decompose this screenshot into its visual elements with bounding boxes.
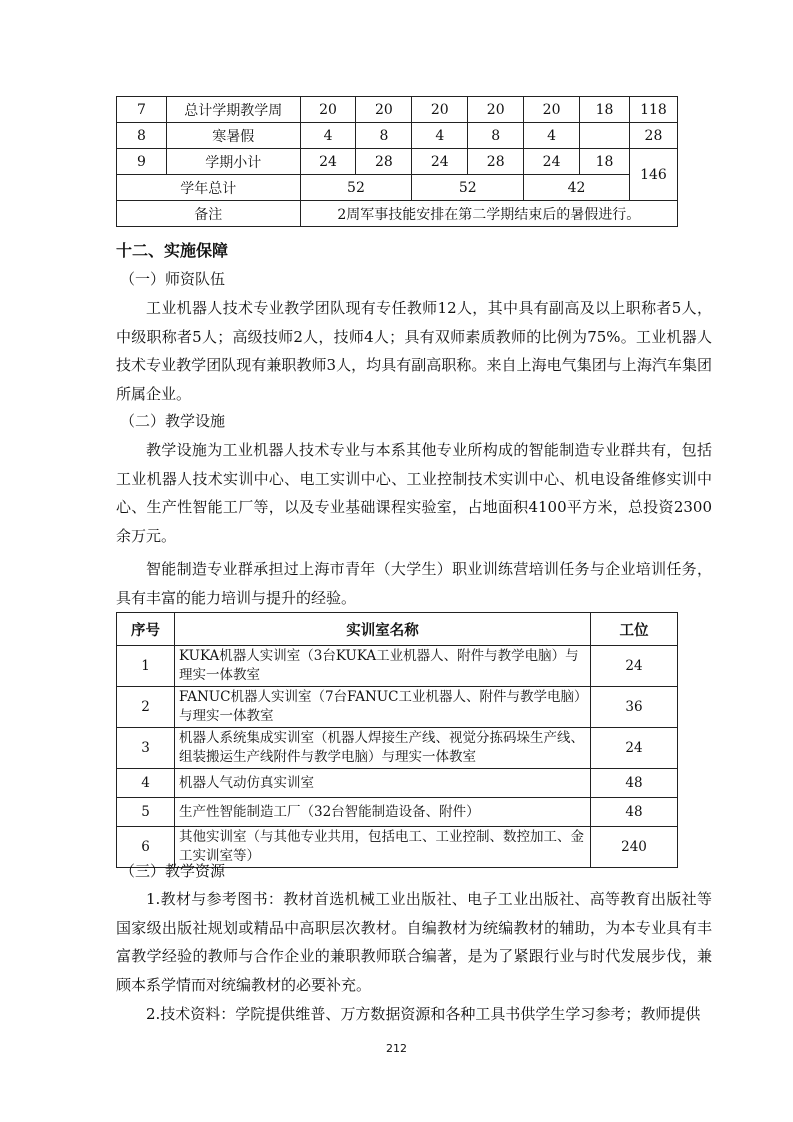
seat-count: 24 — [591, 646, 678, 687]
cell: 24 — [300, 149, 356, 175]
table-row — [117, 769, 678, 798]
room-name: 其他实训室（与其他专业共用，包括电工、工业控制、数控加工、金工实训室等） — [175, 827, 591, 868]
room-name: 机器人气动仿真实训室 — [175, 769, 591, 798]
cell: 28 — [356, 149, 412, 175]
subsection-title: （二）教学设施 — [120, 412, 226, 430]
seat-count: 48 — [591, 769, 678, 798]
table-row — [117, 97, 678, 123]
row-number: 3 — [117, 728, 175, 769]
note-label: 备注 — [117, 201, 301, 227]
row-label: 学期小计 — [166, 149, 300, 175]
table-row — [117, 123, 678, 149]
cell: 18 — [580, 149, 630, 175]
cell: 24 — [524, 149, 580, 175]
paragraph: 2.技术资料：学院提供维普、万方数据资源和各种工具书供学生学习参考；教师提供 — [146, 1005, 701, 1023]
table-row — [117, 728, 678, 769]
table-row — [117, 175, 678, 201]
year-total-label: 学年总计 — [117, 175, 301, 201]
seat-count: 48 — [591, 798, 678, 827]
section-title: 十二、实施保障 — [116, 241, 229, 260]
training-room-table — [116, 612, 678, 868]
cell: 20 — [300, 97, 356, 123]
room-name: 生产性智能制造工厂（32台智能制造设备、附件） — [175, 798, 591, 827]
row-label: 寒暑假 — [166, 123, 300, 149]
cell: 4 — [412, 123, 468, 149]
column-header: 实训室名称 — [175, 613, 591, 646]
page-number: 212 — [386, 1042, 407, 1055]
row-total: 28 — [629, 123, 677, 149]
cell: 24 — [412, 149, 468, 175]
schedule-table — [116, 96, 678, 227]
cell: 20 — [468, 97, 524, 123]
room-name: 机器人系统集成实训室（机器人焊接生产线、视觉分拣码垛生产线、组装搬运生产线附件与教学电脑）与理实一体教室 — [175, 728, 591, 769]
cell: 28 — [468, 149, 524, 175]
paragraph: 智能制造专业群承担过上海市青年（大学生）职业训练营培训任务与企业培训任务，具有丰富的能力培训与提升的经验。 — [116, 560, 712, 607]
room-name: KUKA机器人实训室（3台KUKA工业机器人、附件与教学电脑）与理实一体教室 — [175, 646, 591, 687]
cell: 8 — [356, 123, 412, 149]
subsection-title: （一）师资队伍 — [120, 270, 226, 288]
row-number: 7 — [117, 97, 167, 123]
cell: 8 — [468, 123, 524, 149]
paragraph: 1.教材与参考图书：教材首选机械工业出版社、电子工业出版社、高等教育出版社等国家级出版社规划或精品中高职层次教材。自编教材为统编教材的辅助，为本专业具有丰富教学经验的教师与合作企业的兼职教师联合编著，是为了紧跟行业与时代发展步伐，兼顾本系学情而对统编教材的必要补充。 — [116, 890, 712, 994]
row-number: 4 — [117, 769, 175, 798]
seat-count: 240 — [591, 827, 678, 868]
cell — [580, 123, 630, 149]
table-row — [117, 687, 678, 728]
paragraph: 教学设施为工业机器人技术专业与本系其他专业所构成的智能制造专业群共有，包括工业机器人技术实训中心、电工实训中心、工业控制技术实训中心、机电设备维修实训中心、生产性智能工厂等，以及专业基础课程实验室，占地面积4100平方米，总投资2300余万元。 — [116, 441, 712, 545]
table-row — [117, 201, 678, 227]
row-total: 118 — [629, 97, 677, 123]
row-number: 6 — [117, 827, 175, 868]
row-number: 2 — [117, 687, 175, 728]
row-number: 9 — [117, 149, 167, 175]
paragraph: 工业机器人技术专业教学团队现有专任教师12人，其中具有副高及以上职称者5人，中级职称者5人；高级技师2人，技师4人；具有双师素质教师的比例为75%。工业机器人技术专业教学团队现有兼职教师3人，均具有副高职称。来自上海电气集团与上海汽车集团所属企业。 — [116, 299, 712, 403]
seat-count: 36 — [591, 687, 678, 728]
cell: 52 — [300, 175, 412, 201]
column-header: 工位 — [591, 613, 678, 646]
table-row — [117, 149, 678, 175]
room-name: FANUC机器人实训室（7台FANUC工业机器人、附件与教学电脑）与理实一体教室 — [175, 687, 591, 728]
row-number: 5 — [117, 798, 175, 827]
seat-count: 24 — [591, 728, 678, 769]
cell: 52 — [412, 175, 524, 201]
cell: 20 — [524, 97, 580, 123]
cell: 18 — [580, 97, 630, 123]
cell: 20 — [356, 97, 412, 123]
table-row — [117, 646, 678, 687]
row-total: 146 — [629, 149, 677, 201]
table-header-row — [117, 613, 678, 646]
row-number: 1 — [117, 646, 175, 687]
cell: 4 — [300, 123, 356, 149]
row-number: 8 — [117, 123, 167, 149]
row-label: 总计学期教学周 — [166, 97, 300, 123]
cell: 20 — [412, 97, 468, 123]
cell: 42 — [524, 175, 630, 201]
cell: 4 — [524, 123, 580, 149]
table-row — [117, 798, 678, 827]
subsection-title: （三）教学资源 — [120, 862, 226, 880]
column-header: 序号 — [117, 613, 175, 646]
note-text: 2周军事技能安排在第二学期结束后的暑假进行。 — [300, 201, 677, 227]
